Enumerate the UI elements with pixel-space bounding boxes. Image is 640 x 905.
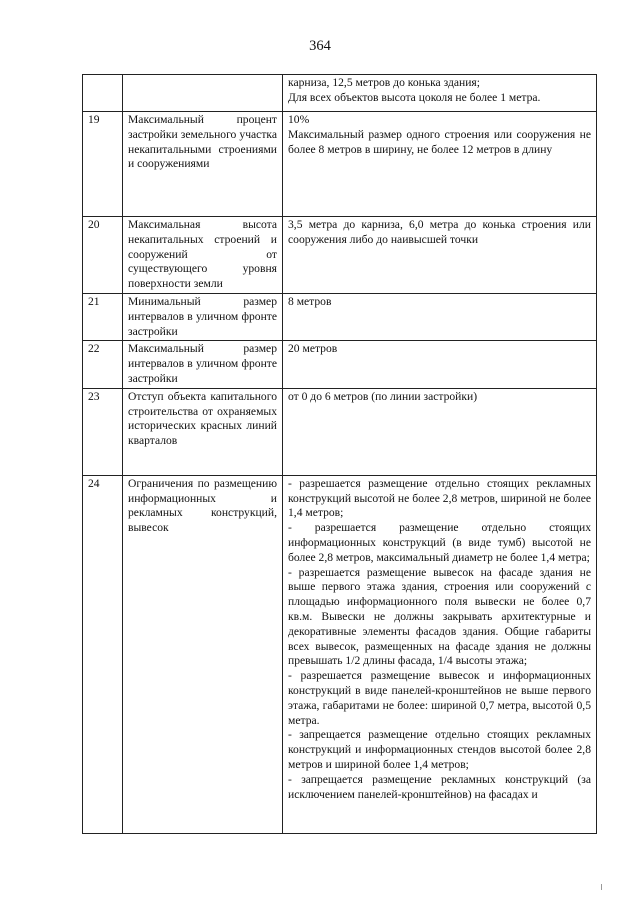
cell-name xyxy=(123,75,283,112)
value-line: карниза, 12,5 метров до конька здания; xyxy=(288,76,480,89)
table-row-continued xyxy=(83,75,597,112)
cell-name: Отступ объекта капитального строительства от охраняемых исторических красных линий кварталов xyxy=(123,388,283,475)
cell-name: Ограничения по размещению информационных и рекламных конструкций, вывесок xyxy=(123,475,283,833)
regulations-table xyxy=(82,74,597,834)
cell-value xyxy=(283,75,597,112)
cell-value xyxy=(283,475,597,833)
value-line: - разрешается размещение вывесок на фасаде здания не выше первого этажа здания, строения или сооружений с площадью информационного поля вывески не более 0,7 кв.м. Вывески не должны закрывать архитектурные и декоративные элементы фасадов здания. Общие габариты всех вывесок, размещенных на фасаде здания не должны превышать 1/2 длины фасада, 1/4 высоты этажа; xyxy=(288,565,591,668)
cell-name: Максимальный процент застройки земельного участка некапитальными строениями и сооружениями xyxy=(123,112,283,217)
cell-num: 19 xyxy=(83,112,123,217)
cell-num: 20 xyxy=(83,217,123,294)
value-line: - запрещается размещение отдельно стоящих рекламных конструкций и информационных стендов высотой более 2,8 метров и шириной более 1,4 метров; xyxy=(288,728,591,771)
cell-value xyxy=(283,388,597,475)
cell-value xyxy=(283,341,597,388)
cell-num: 24 xyxy=(83,475,123,833)
value-line: Максимальный размер одного строения или сооружения не более 8 метров в ширину, не более 12 метров в длину xyxy=(288,127,591,156)
value-line: 10% xyxy=(288,113,310,126)
value-line: 3,5 метра до карниза, 6,0 метра до конька строения или сооружения либо до наивысшей точки xyxy=(288,218,591,246)
cell-num: 22 xyxy=(83,341,123,388)
value-line: - разрешается размещение отдельно стоящих информационных конструкций (в виде тумб) высотой не более 2,8 метров, максимальный диаметр не более 1,4 метра; xyxy=(288,521,591,564)
cell-value xyxy=(283,217,597,294)
table-row-24 xyxy=(83,475,597,833)
table-row-21 xyxy=(83,293,597,340)
page-number: 364 xyxy=(309,38,331,54)
cell-name: Максимальная высота некапитальных строений и сооружений от существующего уровня поверхности земли xyxy=(123,217,283,294)
value-line: 8 метров xyxy=(288,294,332,308)
table-row-22 xyxy=(83,341,597,388)
scan-mark xyxy=(601,884,602,890)
cell-num: 23 xyxy=(83,388,123,475)
cell-name: Минимальный размер интервалов в уличном фронте застройки xyxy=(123,293,283,340)
value-line: от 0 до 6 метров (по линии застройки) xyxy=(288,389,478,403)
cell-value xyxy=(283,293,597,340)
cell-num: 21 xyxy=(83,293,123,340)
value-line: 20 метров xyxy=(288,342,338,356)
table-row-20 xyxy=(83,217,597,294)
value-line: - разрешается размещение вывесок и информационных конструкций в виде панелей-кронштейнов не выше первого этажа, габаритами не более: шириной 0,7 метра, высотой 0,5 метра. xyxy=(288,669,591,727)
value-line: Для всех объектов высота цоколя не более 1 метра. xyxy=(288,90,541,104)
value-line: - разрешается размещение отдельно стоящих рекламных конструкций высотой не более 2,8 метров, шириной не более 1,4 метров; xyxy=(288,476,591,520)
table-row-19 xyxy=(83,112,597,217)
value-line: - запрещается размещение рекламных конструкций (за исключением панелей-кронштейнов) на фасадах и xyxy=(288,772,591,801)
cell-name: Максимальный размер интервалов в уличном фронте застройки xyxy=(123,341,283,388)
cell-num xyxy=(83,75,123,112)
cell-value xyxy=(283,112,597,217)
table-row-23 xyxy=(83,388,597,475)
